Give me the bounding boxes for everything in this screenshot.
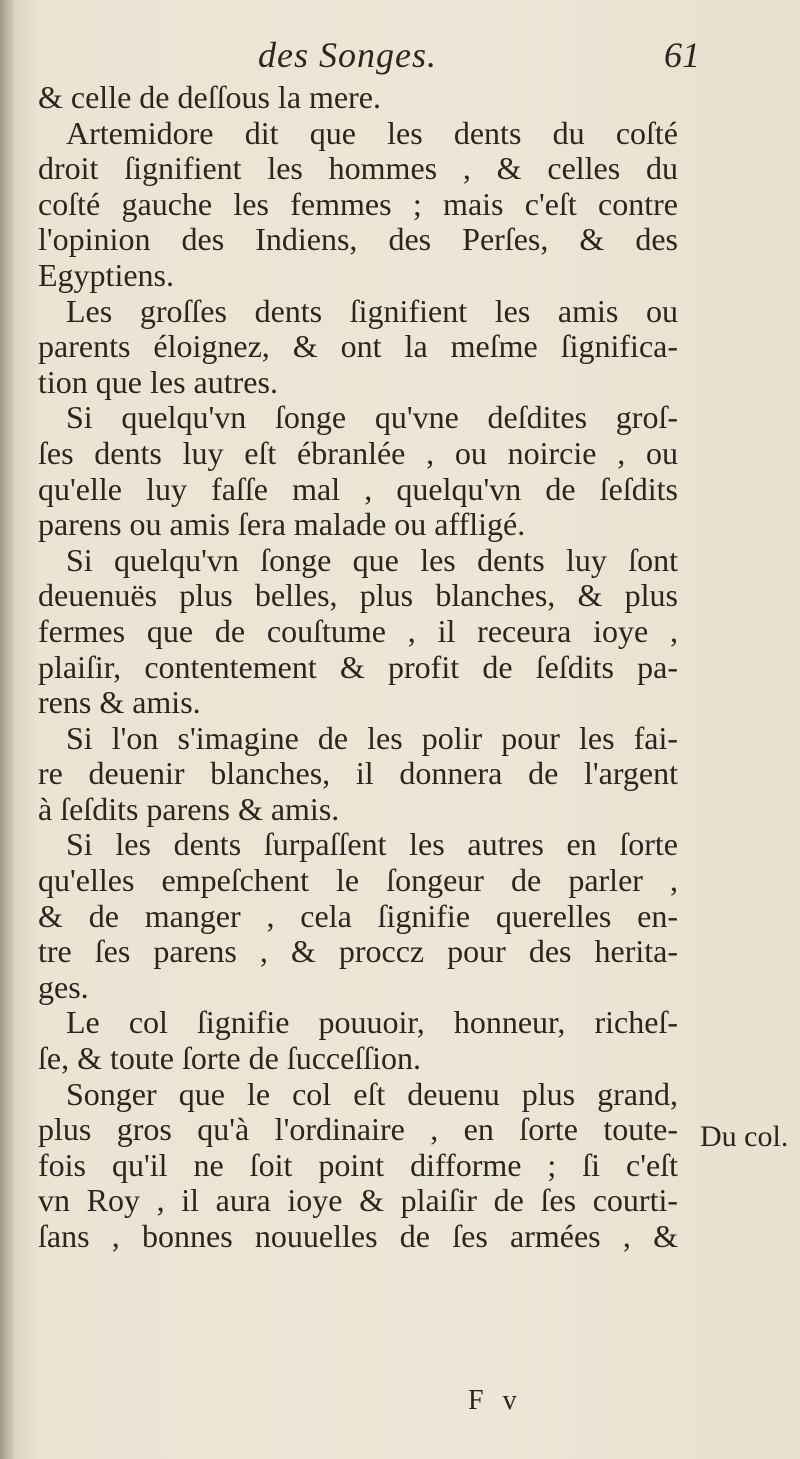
- body-text: [38, 80, 678, 1255]
- page-number: 61: [664, 35, 700, 75]
- text-line: Artemidore dit que les dents du coſté: [66, 114, 678, 151]
- text-line: fermes que de couſtume , il receura ioye ,: [38, 612, 678, 649]
- text-line: Si quelqu'vn ſonge qu'vne deſdites groſ-: [66, 399, 678, 436]
- text-line: ges.: [38, 968, 89, 1005]
- text-line: qu'elles empeſchent le ſongeur de parler ,: [38, 862, 678, 899]
- text-line: fois qu'il ne ſoit point difforme ; ſi c'eſt: [38, 1146, 678, 1183]
- text-line: Les groſſes dents ſignifient les amis ou: [66, 292, 678, 329]
- text-line: ſans , bonnes nouuelles de ſes armées , &: [38, 1218, 678, 1254]
- text-line: Le col ſignifie pouuoir, honneur, richeſ-: [66, 1004, 678, 1041]
- text-line: Si les dents ſurpaſſent les autres en ſorte: [66, 826, 678, 863]
- text-line: qu'elle luy faſſe mal , quelqu'vn de ſeſdits: [38, 470, 678, 507]
- text-line: plus gros qu'à l'ordinaire , en ſorte toute-: [38, 1111, 678, 1148]
- text-line: Egyptiens.: [38, 256, 174, 293]
- text-line: vn Roy , il aura ioye & plaiſir de ſes courti-: [38, 1182, 678, 1219]
- text-line: droit ſignifient les hommes , & celles du: [38, 150, 678, 187]
- running-header: [40, 34, 700, 84]
- text-line: re deuenir blanches, il donnera de l'argent: [38, 755, 678, 792]
- signature-mark: F v: [468, 1385, 523, 1416]
- text-line: l'opinion des Indiens, des Perſes, & des: [38, 221, 678, 258]
- text-line: Songer que le col eſt deuenu plus grand,: [66, 1075, 678, 1112]
- text-line: rens & amis.: [38, 684, 201, 721]
- text-line: à ſeſdits parens & amis.: [38, 790, 340, 827]
- text-line: & celle de deſſous la mere.: [38, 79, 381, 115]
- margin-note: Du col.: [700, 1120, 789, 1153]
- text-line: tre ſes parens , & proccz pour des herita-: [38, 933, 678, 970]
- text-line: ſe, & toute ſorte de ſucceſſion.: [38, 1040, 421, 1077]
- text-line: parens ou amis ſera malade ou affligé.: [38, 506, 526, 543]
- text-line: tion que les autres.: [38, 363, 278, 400]
- text-line: deuenuës plus belles, plus blanches, & plus: [38, 577, 678, 614]
- text-line: plaiſir, contentement & profit de ſeſdits pa-: [38, 648, 678, 685]
- running-title: des Songes.: [258, 35, 437, 75]
- text-line: parents éloignez, & ont la meſme ſignifica-: [38, 328, 678, 365]
- text-line: Si l'on s'imagine de les polir pour les fai-: [66, 719, 678, 756]
- text-line: Si quelqu'vn ſonge que les dents luy ſont: [66, 541, 678, 578]
- text-line: & de manger , cela ſignifie querelles en-: [38, 897, 678, 934]
- text-line: ſes dents luy eſt ébranlée , ou noircie , ou: [38, 434, 678, 471]
- text-line: coſté gauche les femmes ; mais c'eſt contre: [38, 185, 678, 222]
- page-spine-shadow: [0, 0, 14, 1459]
